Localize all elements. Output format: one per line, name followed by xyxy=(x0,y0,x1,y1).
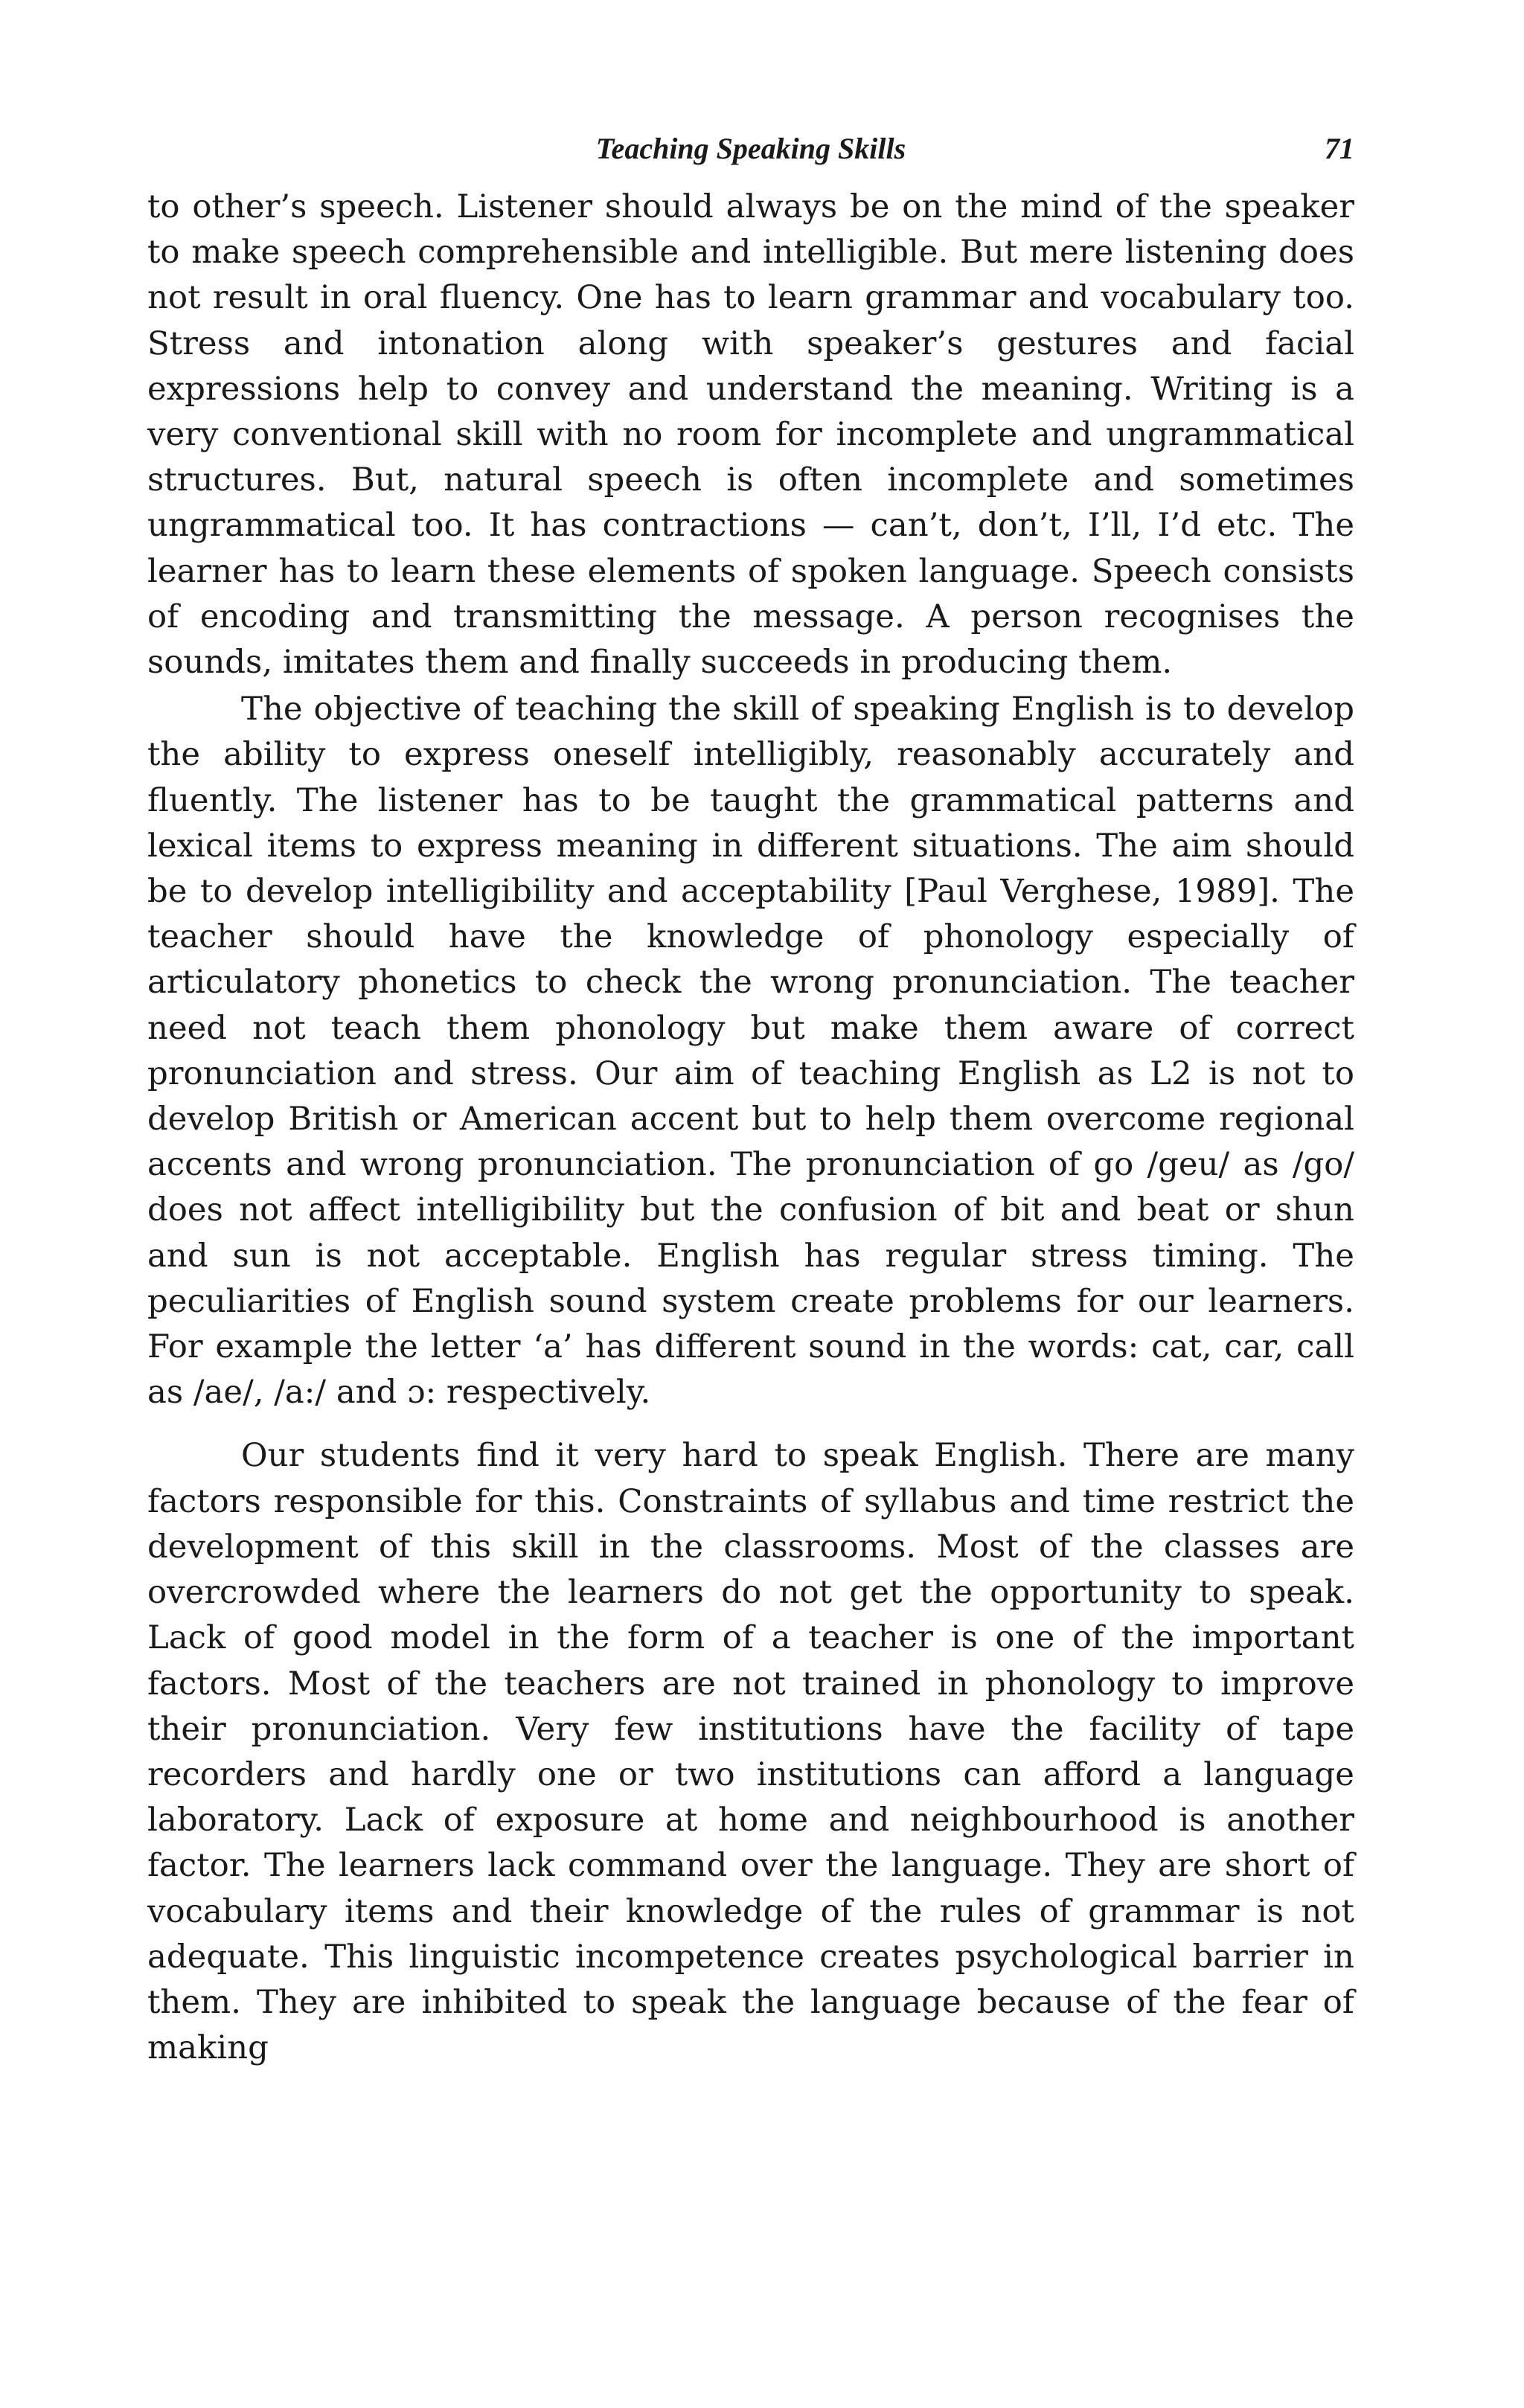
body-text xyxy=(147,185,1354,2071)
paragraph-2: The objective of teaching the skill of speaking English is to develop the ability to express oneself intelligibly, reasonably accurately and fluently. The listener has to be taught the grammatical patterns and lexical items to express meaning in different situations. The aim should be to develop intelligibility and acceptability [Paul Verghese, 1989]. The teacher should have the knowledge of phonology especially of articulatory phonetics to check the wrong pronunciation. The teacher need not teach them phonology but make them aware of correct pronunciation and stress. Our aim of teaching English as L2 is not to develop British or American accent but to help them overcome regional accents and wrong pronunciation. The pronunciation of go /geu/ as /go/ does not affect intelligibility but the confusion of bit and beat or shun and sun is not acceptable. English has regular stress timing. The peculiarities of English sound system create problems for our learners. For example the letter ‘a’ has different sound in the words: cat, car, call as /ae/, /a:/ and ɔ: respectively. xyxy=(147,691,1354,1412)
paragraph-3: Our students find it very hard to speak English. There are many factors responsible for this. Constraints of syllabus and time restrict the development of this skill in the classrooms. Most of the classes are overcrowded where the learners do not get the opportunity to speak. Lack of good model in the form of a teacher is one of the important factors. Most of the teachers are not trained in phonology to improve their pronunciation. Very few institutions have the facility of tape recorders and hardly one or two institutions can afford a language laboratory. Lack of exposure at home and neighbourhood is another factor. The learners lack command over the language. They are short of vocabulary items and their knowledge of the rules of grammar is not adequate. This linguistic incompetence creates psychological barrier in them. They are inhibited to speak the language because of the fear of making xyxy=(147,1437,1354,2067)
running-head-title: Teaching Speaking Skills xyxy=(595,132,906,165)
running-head xyxy=(147,131,1354,183)
page-number: 71 xyxy=(1325,132,1354,165)
paragraph-1: to other’s speech. Listener should always be on the mind of the speaker to make speech comprehensible and intelligible. But mere listening does not result in oral fluency. One has to learn grammar and vocabulary too. Stress and intonation along with speaker’s gestures and facial expressions help to convey and understand the meaning. Writing is a very conventional skill with no room for incomplete and ungrammatical structures. But, natural speech is often incomplete and sometimes ungrammatical too. It has contractions — can’t, don’t, I’ll, I’d etc. The learner has to learn these elements of spoken language. Speech consists of encoding and transmitting the message. A person recognises the sounds, imitates them and finally succeeds in producing them. xyxy=(147,188,1354,682)
page-content xyxy=(147,131,1354,2071)
